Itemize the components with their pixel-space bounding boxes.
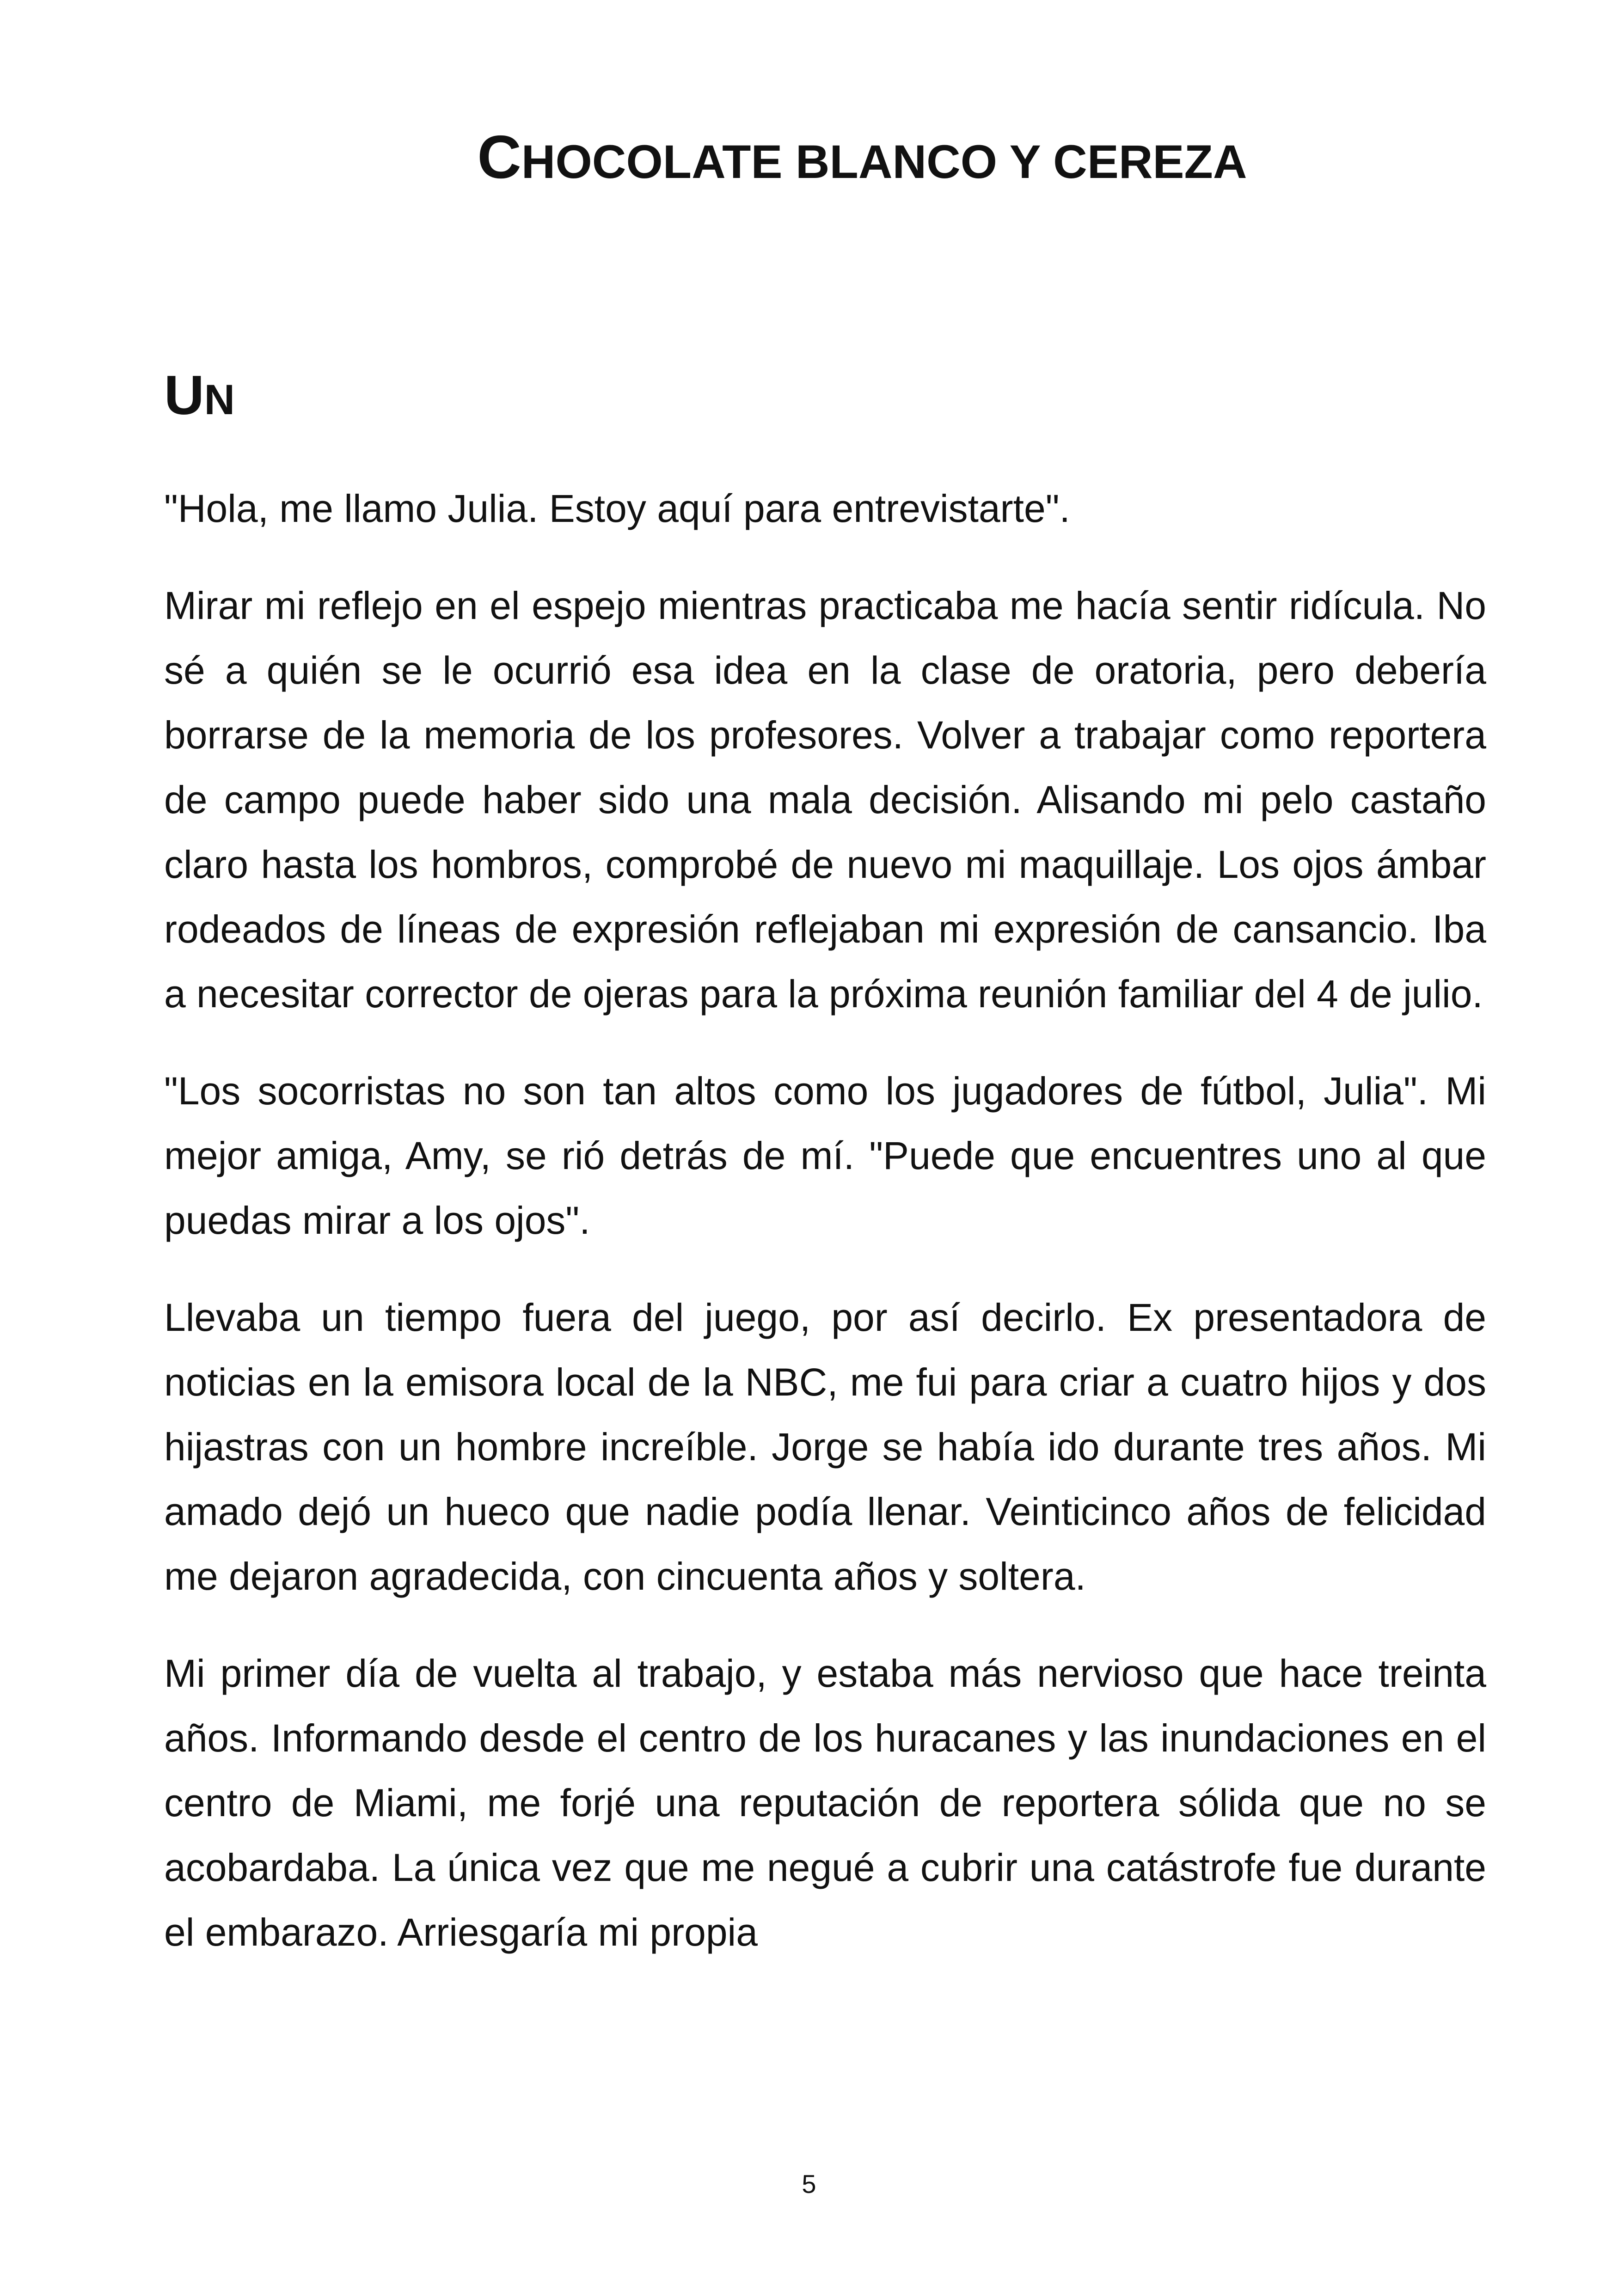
paragraph-1: "Hola, me llamo Julia. Estoy aquí para entrevistarte". [164,487,1070,530]
body-text [164,476,1486,1997]
title-first-letter: C [477,123,521,191]
paragraph-5: Mi primer día de vuelta al trabajo, y estaba más nervioso que hace treinta años. Informando desde el centro de los huracanes y las inundaciones en el centro de Miami, me forjé una reputación de reportera sólida que no se acobardaba. La única vez que me negué a cubrir una catástrofe fue durante el embarazo. Arriesgaría mi propia [164,1652,1486,1954]
page-number: 5 [802,2169,816,2198]
chapter-heading [164,361,235,446]
paragraph-4: Llevaba un tiempo fuera del juego, por así decirlo. Ex presentadora de noticias en la emisora local de la NBC, me fui para criar a cuatro hijos y dos hijastras con un hombre increíble. Jorge se había ido durante tres años. Mi amado dejó un hueco que nadie podía llenar. Veinticinco años de felicidad me dejaron agradecida, con cincuenta años y soltera. [164,1296,1486,1598]
title-rest: HOCOLATE BLANCO Y CEREZA [521,135,1247,188]
paragraph-3: "Los socorristas no son tan altos como los jugadores de fútbol, Julia". Mi mejor amiga, Amy, se rió detrás de mí. "Puede que encuentres uno al que puedas mirar a los ojos". [164,1069,1486,1242]
document-title [164,116,1560,203]
chapter-rest: N [204,376,235,423]
chapter-first-letter: U [164,364,204,426]
paragraph-2: Mirar mi reflejo en el espejo mientras practicaba me hacía sentir ridícula. No sé a quién se le ocurrió esa idea en la clase de oratoria, pero debería borrarse de la memoria de los profesores. Volver a trabajar como reportera de campo puede haber sido una mala decisión. Alisando mi pelo castaño claro hasta los hombros, comprobé de nuevo mi maquillaje. Los ojos ámbar rodeados de líneas de expresión reflejaban mi expresión de cansancio. Iba a necesitar corrector de ojeras para la próxima reunión familiar del 4 de julio. [164,584,1486,1016]
